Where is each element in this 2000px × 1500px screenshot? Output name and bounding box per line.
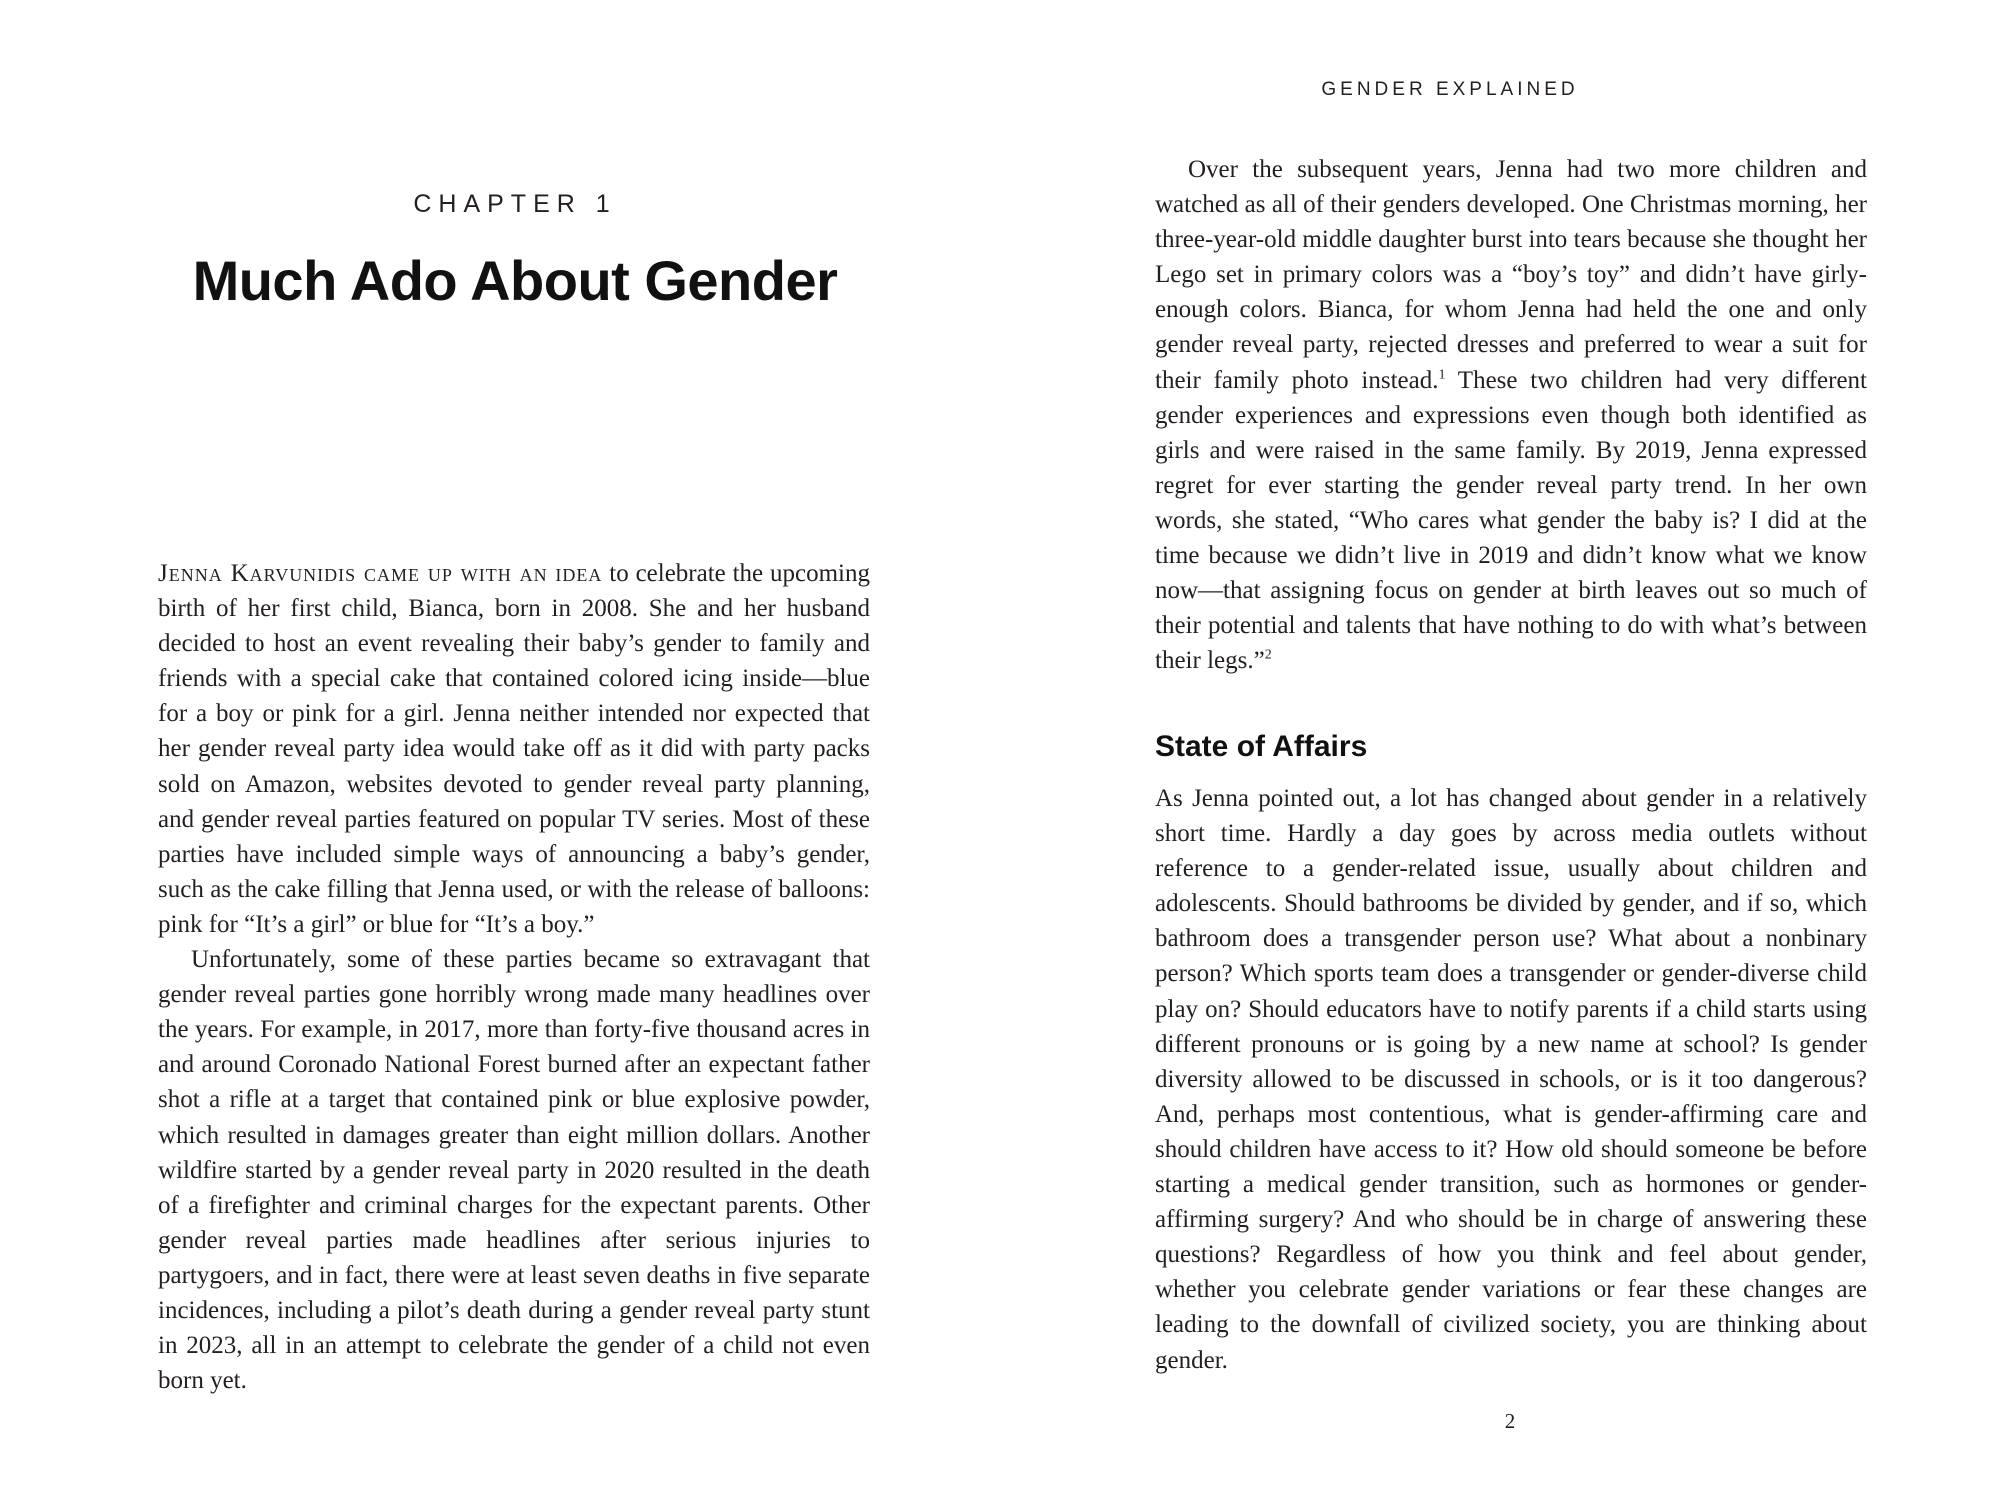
- continuation-text-part2: These two children had very different gender experiences and expressions even though both identified as girls and were raised in the same family. By 2019, Jenna expressed regret for ever starting the gender reveal party trend. In her own words, she stated, “Who cares what gender the baby is? I did at the time because we didn’t live in 2019 and didn’t know what we know now—that assigning focus on gender at birth leaves out so much of their potential and talents that have nothing to do with what’s between their legs.”: [1155, 366, 1867, 675]
- right-body-text-bottom: [1155, 781, 1867, 1378]
- chapter-title: Much Ado About Gender: [192, 249, 838, 312]
- section-heading: State of Affairs: [1155, 730, 1368, 763]
- left-body-text: [158, 556, 870, 1398]
- right-page: [1000, 0, 2000, 1500]
- footnote-marker-1[interactable]: 1: [1438, 367, 1446, 383]
- continuation-text-part1: Over the subsequent years, Jenna had two more children and watched as all of their genders developed. One Christmas morning, her three-year-old middle daughter burst into tears because she thought her Lego set in primary colors was a “boy’s toy” and didn’t have girly-enough colors. Bianca, for whom Jenna had held the one and only gender reveal party, rejected dresses and preferred to wear a suit for their family photo instead.: [1155, 156, 1867, 394]
- chapter-label: CHAPTER 1: [413, 190, 617, 218]
- footnote-marker-2[interactable]: 2: [1264, 647, 1272, 663]
- continuation-paragraph: [1155, 152, 1867, 678]
- page-number: 2: [1504, 1409, 1516, 1433]
- running-head: GENDER EXPLAINED: [1321, 79, 1579, 100]
- lead-in-small-caps: Jenna Karvunidis came up with an idea: [158, 560, 603, 587]
- right-body-text-top: [1155, 152, 1867, 678]
- second-paragraph: Unfortunately, some of these parties became so extravagant that gender reveal parties gone horribly wrong made many headlines over the years. For example, in 2017, more than forty-five thousand acres in and around Coronado National Forest burned after an expectant father shot a rifle at a target that contained pink or blue explosive powder, which resulted in damages greater than eight million dollars. Another wildfire started by a gender reveal party in 2020 resulted in the death of a firefighter and criminal charges for the expectant parents. Other gender reveal parties made headlines after serious injuries to partygoers, and in fact, there were at least seven deaths in five separate incidences, including a pilot’s death during a gender reveal party stunt in 2023, all in an attempt to celebrate the gender of a child not even born yet.: [158, 946, 870, 1395]
- opening-paragraph: [158, 556, 870, 942]
- opening-paragraph-text: to celebrate the upcoming birth of her first child, Bianca, born in 2008. She and her husband decided to host an event revealing their baby’s gender to family and friends with a special cake that contained colored icing inside—blue for a boy or pink for a girl. Jenna neither intended nor expected that her gender reveal party idea would take off as it did with party packs sold on Amazon, websites devoted to gender reveal party planning, and gender reveal parties featured on popular TV series. Most of these parties have included simple ways of announcing a baby’s gender, such as the cake filling that Jenna used, or with the release of balloons: pink for “It’s a girl” or blue for “It’s a boy.”: [158, 560, 870, 938]
- section-paragraph: As Jenna pointed out, a lot has changed about gender in a relatively short time. Hardly a day goes by across media outlets without reference to a gender-related issue, usually about children and adolescents. Should bathrooms be divided by gender, and if so, which bathroom does a transgender person use? What about a nonbinary person? Which sports team does a transgender or gender-diverse child play on? Should educators have to notify parents if a child starts using different pronouns or is going by a new name at school? Is gender diversity allowed to be discussed in schools, or is it too dangerous? And, perhaps most contentious, what is gender-affirming care and should children have access to it? How old should someone be before starting a medical gender transition, such as hormones or gender-affirming surgery? And who should be in charge of answering these questions? Regardless of how you think and feel about gender, whether you celebrate gender variations or fear these changes are leading to the downfall of civilized society, you are thinking about gender.: [1155, 785, 1867, 1374]
